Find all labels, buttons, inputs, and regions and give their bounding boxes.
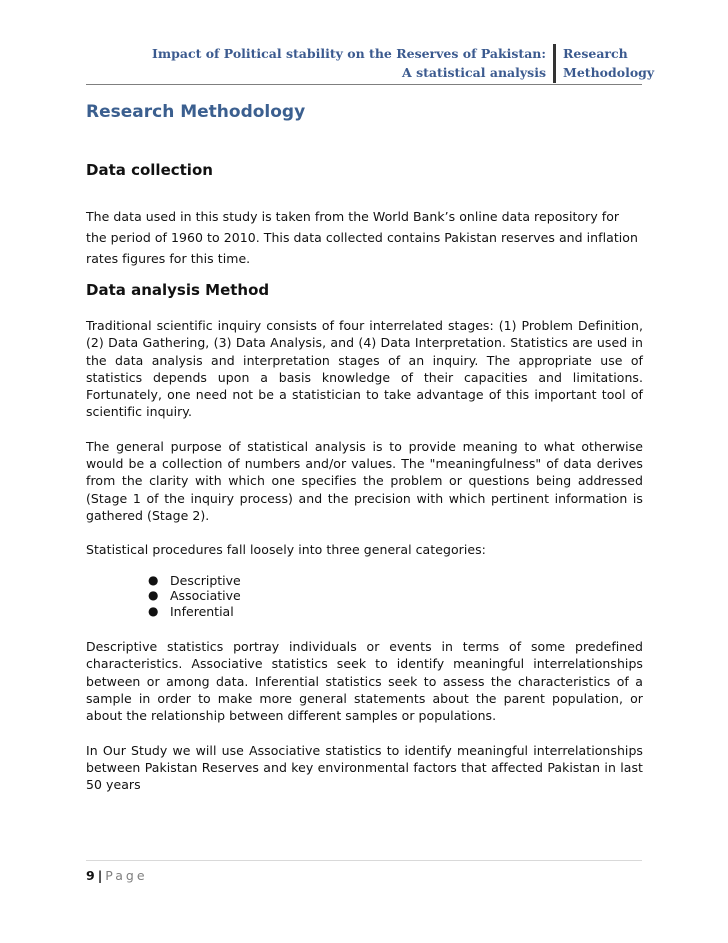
list-item-label: Descriptive xyxy=(170,572,241,588)
document-title-line-1: Impact of Political stability on the Reserves of Pakistan: xyxy=(152,46,546,61)
bullet-icon: ● xyxy=(148,603,159,618)
document-title-line-2: A statistical analysis xyxy=(402,65,546,80)
section-name xyxy=(563,44,654,82)
list-item xyxy=(86,573,643,589)
page-content xyxy=(86,100,643,793)
data-analysis-paragraph-5: In Our Study we will use Associative statistics to identify meaningful interrelationships between Pakistan Reserves and key environmental factors that affected Pakistan in last 50 years xyxy=(86,742,643,793)
data-analysis-paragraph-3: Statistical procedures fall loosely into three general categories: xyxy=(86,542,486,558)
page-label: Page xyxy=(105,868,148,883)
data-analysis-paragraph-4: Descriptive statistics portray individuals or events in terms of some predefined characteristics. Associative statistics seek to identify meaningful interrelationships between or among data. Inferential statistics seek to assess the characteristics of a sample in order to make more general statements about the parent population, or about the relationship between different samples or populations. xyxy=(86,639,643,724)
page-number: 9 xyxy=(86,868,95,883)
data-analysis-paragraph-2: The general purpose of statistical analysis is to provide meaning to what otherwise would be a collection of numbers and/or values. The "meaningfulness" of data derives from the clarity with which one specifies the problem or questions being addressed (Stage 1 of the inquiry process) and the precision with which pertinent information is gathered (Stage 2). xyxy=(86,438,643,523)
list-item-label: Associative xyxy=(170,588,241,604)
footer-rule xyxy=(86,860,642,861)
list-item xyxy=(86,588,643,604)
data-analysis-paragraph-1: Traditional scientific inquiry consists of four interrelated stages: (1) Problem Definition, (2) Data Gathering, (3) Data Analysis, and (4) Data Interpretation. Statistics are used in the data analysis and interpretation stages of an inquiry. The appropriate use of statistics depends upon a basis knowledge of their capacities and limitations. Fortunately, one need not be a statistician to take advantage of this important tool of scientific inquiry. xyxy=(86,318,643,420)
data-collection-paragraph: The data used in this study is taken from the World Bank’s online data repository for the period of 1960 to 2010. This data collected contains Pakistan reserves and inflation rates figures for this time. xyxy=(86,209,638,266)
header-rule xyxy=(86,84,642,85)
footer-separator: | xyxy=(97,868,103,883)
page-header xyxy=(0,44,728,84)
bullet-icon: ● xyxy=(148,588,159,603)
bullet-icon: ● xyxy=(148,572,159,587)
page-footer xyxy=(86,868,148,883)
data-analysis-heading: Data analysis Method xyxy=(86,281,270,299)
data-collection-heading: Data collection xyxy=(86,161,213,179)
list-item-label: Inferential xyxy=(170,603,234,619)
category-list xyxy=(86,573,643,620)
section-name-line-1: Research xyxy=(563,46,628,61)
list-item xyxy=(86,604,643,620)
document-title xyxy=(152,44,546,82)
header-divider xyxy=(553,44,556,83)
section-name-line-2: Methodology xyxy=(563,65,655,80)
page-title: Research Methodology xyxy=(86,102,306,122)
